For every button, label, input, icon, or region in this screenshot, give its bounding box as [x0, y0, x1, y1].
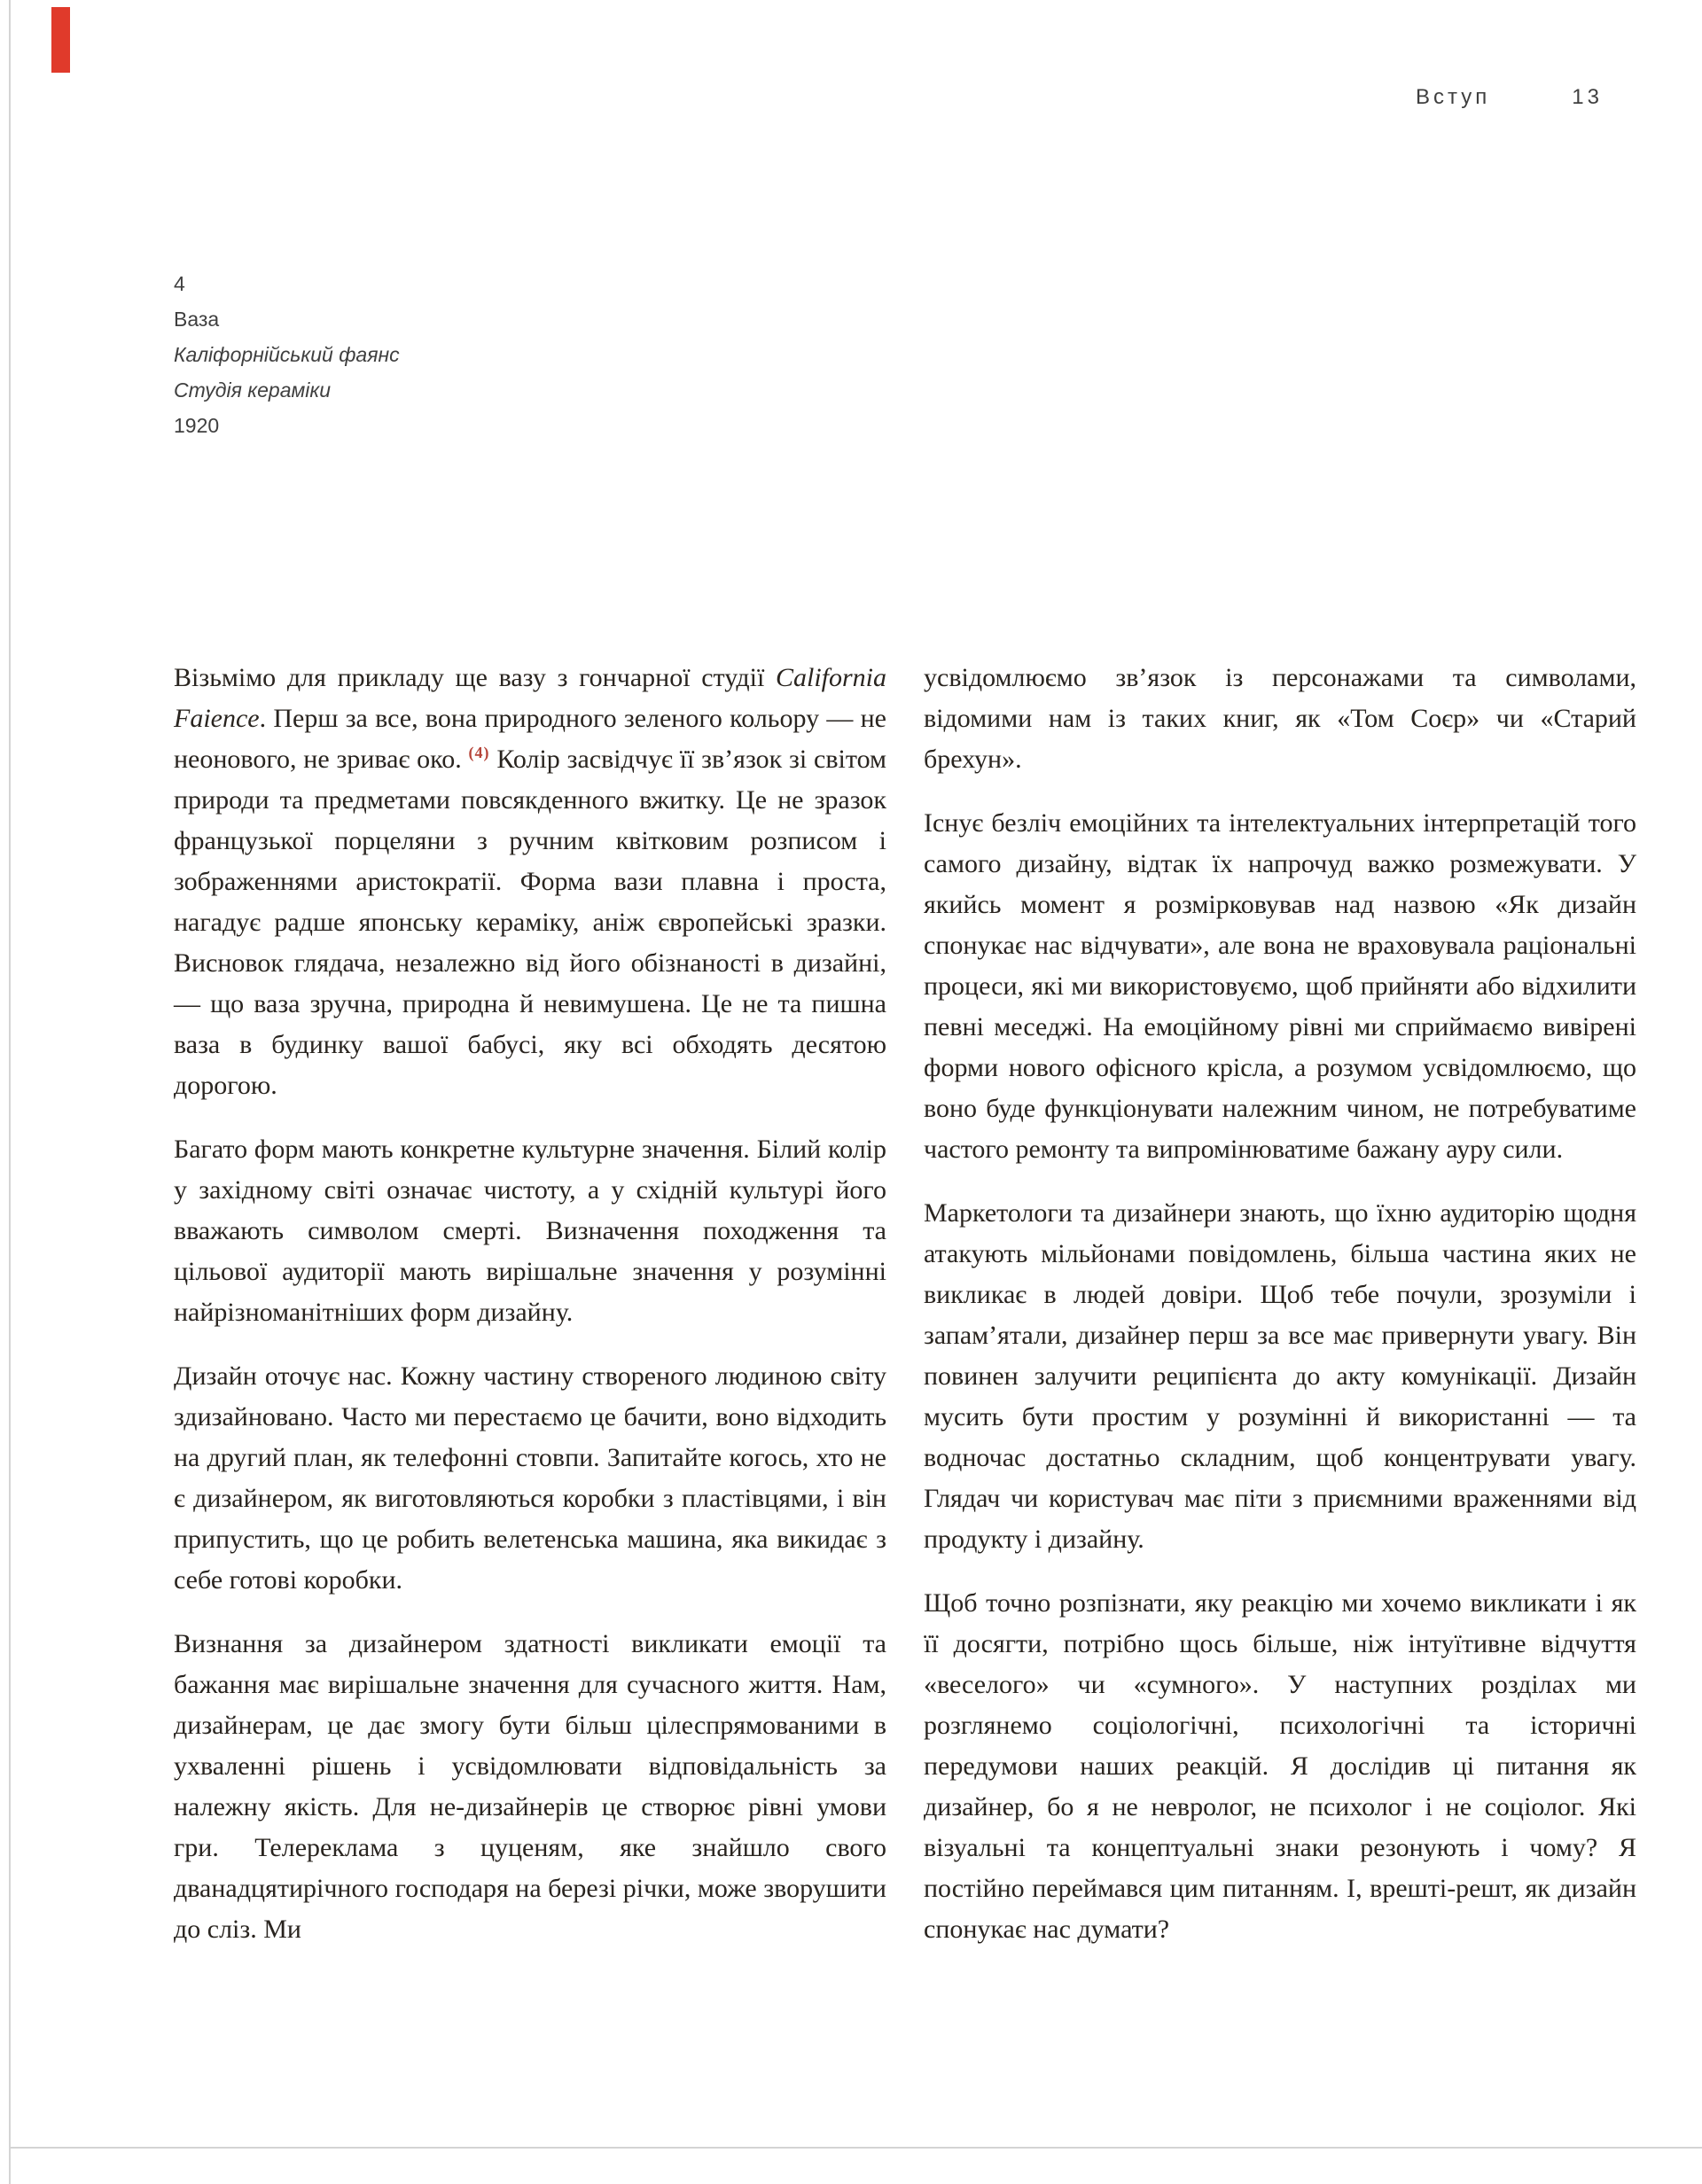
paragraph — [174, 658, 886, 1106]
text-segment: . Перш за все, вона природного зеленого кольору — не неонового, не зриває око. — [174, 704, 886, 774]
paragraph — [174, 1624, 886, 1950]
caption-material: Каліфорнійський фаянс — [174, 343, 400, 366]
red-accent-bar — [51, 7, 70, 73]
text-segment: Щоб точно розпізнати, яку реакцію ми хочемо викликати і як її досягти, потрібно щось більше, ніж інтуїтивне відчуття «веселого» чи «сумного». У наступних розділах ми розглянемо соціологічні, психологічні та історичні передумови наших реакцій. Я дослідив ці питання як дизайнер, бо я не невролог, не психолог і не соціолог. Які візуальні та концептуальні знаки резонують і чому? Я постійно переймався цим питанням. І, врешті-решт, як дизайн спонукає нас думати? — [924, 1588, 1636, 1944]
caption-number: 4 — [174, 272, 185, 295]
column-right — [924, 658, 1636, 1973]
text-segment: Визнання за дизайнером здатності викликати емоції та бажання має вирішальне значення для сучасного життя. Нам, дизайнерам, це дає змогу бути більш цілеспрямованими в ухваленні рішень і усвідомлювати відповідальність за належну якість. Для не-дизайнерів це створює рівні умови гри. Телереклама з цуценям, яке знайшло свого дванадцятирічного господаря на березі річки, може зворушити до сліз. Ми — [174, 1629, 886, 1944]
text-segment-italic: California Faience — [174, 663, 886, 733]
section-title: Вступ — [1416, 85, 1491, 109]
page-edge-line-bottom — [9, 2147, 1702, 2149]
paragraph — [924, 803, 1636, 1170]
text-columns — [174, 658, 1636, 1973]
page-edge-line-left — [9, 0, 11, 2184]
paragraph — [174, 1129, 886, 1333]
text-segment-sup-red: (4) — [468, 744, 490, 761]
text-segment: Багато форм мають конкретне культурне значення. Білий колір у західному світі означає чистоту, а у східній культурі його вважають символом смерті. Визначення походження та цільової аудиторії мають вирішальне значення у розумінні найрізноманітніших форм дизайну. — [174, 1135, 886, 1327]
text-segment: усвідомлюємо зв’язок із персонажами та символами, відомими нам із таких книг, як «Том Соєр» чи «Старий брехун». — [924, 663, 1636, 774]
page-header — [1416, 85, 1603, 110]
text-segment: Дизайн оточує нас. Кожну частину створеного людиною світу здизайновано. Часто ми перестаємо це бачити, воно відходить на другий план, як телефонні стовпи. Запитайте когось, хто не є дизайнером, як виготовляються коробки з пластівцями, і він припустить, що це робить велетенська машина, яка викидає з себе готові коробки. — [174, 1361, 886, 1595]
column-left — [174, 658, 886, 1973]
paragraph — [924, 1193, 1636, 1560]
text-segment: Маркетологи та дизайнери знають, що їхню аудиторію щодня атакують мільйонами повідомлень, більша частина яких не викликає в людей довіри. Щоб тебе почули, зрозуміли і запам’ятали, дизайнер перш за все має привернути увагу. Він повинен залучити реципієнта до акту комунікації. Дизайн мусить бути простим у розумінні й використанні — та водночас достатньо складним, щоб концентрувати увагу. Глядач чи користувач має піти з приємними враженнями від продукту і дизайну. — [924, 1198, 1636, 1554]
paragraph — [174, 1356, 886, 1601]
page-number: 13 — [1572, 85, 1603, 109]
text-segment: Візьмімо для прикладу ще вазу з гончарної студії — [174, 663, 776, 692]
paragraph — [924, 658, 1636, 780]
caption-year: 1920 — [174, 414, 220, 437]
text-segment: Існує безліч емоційних та інтелектуальних інтерпретацій того самого дизайну, відтак їх напрочуд важко розмежувати. У якийсь момент я розмірковував над назвою «Як дизайн спонукає нас відчувати», але вона не враховувала раціональні процеси, які ми використовуємо, щоб прийняти або відхилити певні меседжі. На емоційному рівні ми сприймаємо вивірені форми нового офісного крісла, а розумом усвідомлюємо, що воно буде функціонувати належним чином, не потребуватиме частого ремонту та випромінюватиме бажану ауру сили. — [924, 808, 1636, 1164]
caption-title: Ваза — [174, 308, 220, 331]
figure-caption — [174, 266, 400, 443]
caption-studio: Студія кераміки — [174, 378, 332, 402]
paragraph — [924, 1583, 1636, 1950]
text-segment: Колір засвідчує її зв’язок зі світом природи та предметами повсякденного вжитку. Це не зразок французької порцеляни з ручним квітковим розписом і зображеннями аристократії. Форма вази плавна і проста, нагадує радше японську кераміку, аніж європейські зразки. Висновок глядача, незалежно від його обізнаності в дизайні, — що ваза зручна, природна й невимушена. Це не та пишна ваза в будинку вашої бабусі, яку всі обходять десятою дорогою. — [174, 745, 886, 1100]
